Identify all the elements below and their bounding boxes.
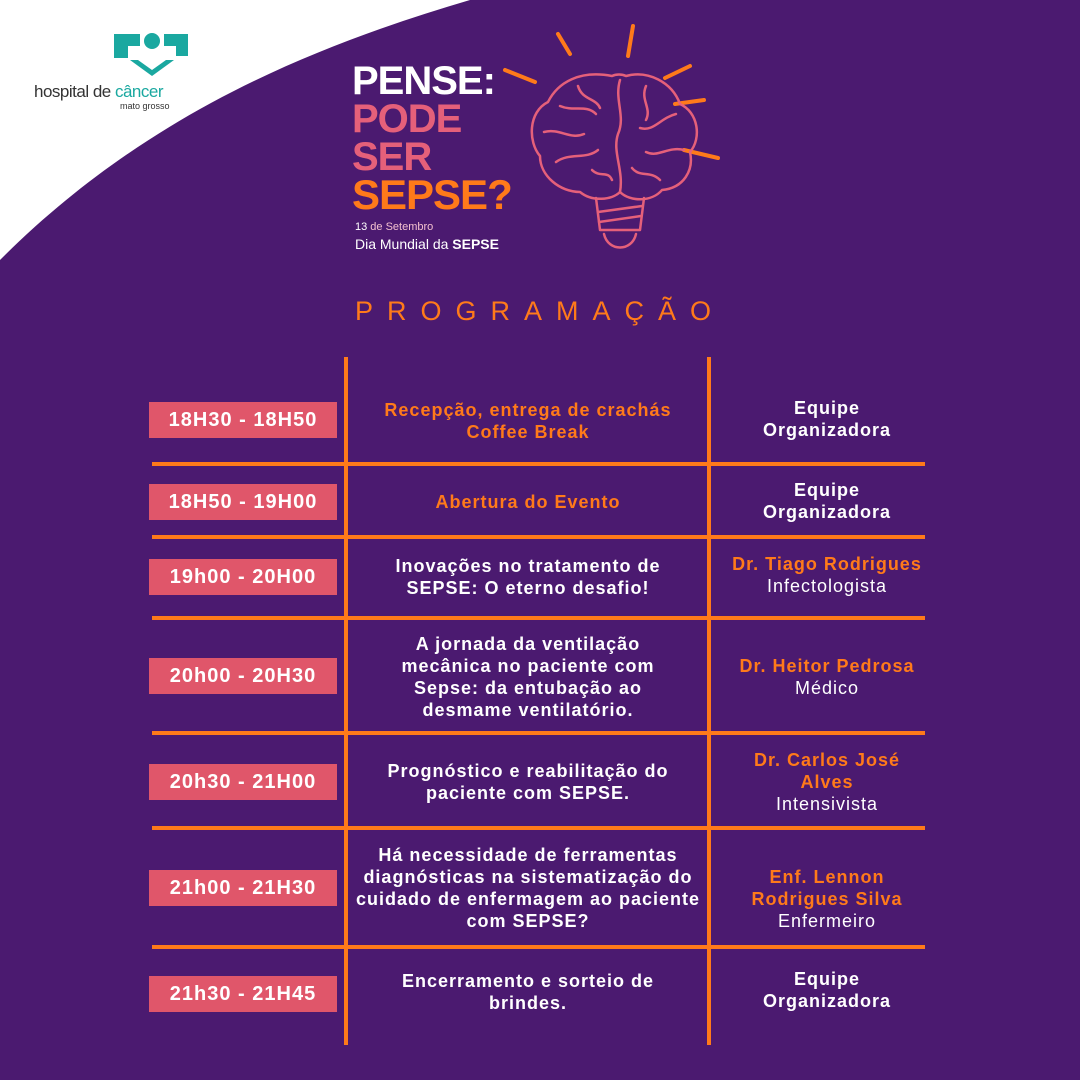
schedule-time: 18H30 - 18H50 xyxy=(149,402,337,438)
campaign-title xyxy=(352,59,512,218)
schedule-speaker xyxy=(714,655,940,699)
speaker-name: Equipe Organizadora xyxy=(762,969,892,1011)
speaker-role: Médico xyxy=(794,678,860,698)
schedule-speaker xyxy=(714,749,940,815)
schedule-topic: Inovações no tratamento de SEPSE: O eterno desafio! xyxy=(395,556,661,598)
schedule-speaker xyxy=(714,479,940,523)
schedule-speaker xyxy=(714,968,940,1012)
schedule-time: 20h30 - 21H00 xyxy=(149,764,337,800)
title-line-2: PODE xyxy=(352,97,462,141)
program-title: PROGRAMAÇÃO xyxy=(354,296,726,326)
schedule-time: 18H50 - 19H00 xyxy=(149,484,337,520)
speaker-name: Equipe Organizadora xyxy=(762,398,892,440)
hospital-logo xyxy=(30,30,200,110)
speaker-name: Equipe Organizadora xyxy=(762,480,892,522)
table-divider-vertical-2 xyxy=(707,357,711,1045)
speaker-role: Infectologista xyxy=(766,576,888,596)
schedule-time: 20h00 - 20H30 xyxy=(149,658,337,694)
logo-mark-icon xyxy=(112,32,192,82)
schedule-topic: Há necessidade de ferramentas diagnósticas na sistematização do cuidado de enfermagem ao paciente com SEPSE? xyxy=(355,845,701,931)
speaker-role: Enfermeiro xyxy=(777,911,877,931)
schedule-time: 21h30 - 21H45 xyxy=(149,976,337,1012)
speaker-name: Dr. Tiago Rodrigues xyxy=(732,554,922,574)
table-divider-horizontal xyxy=(152,731,925,735)
schedule-topic: Prognóstico e reabilitação do paciente com SEPSE. xyxy=(387,761,669,803)
schedule-topic: A jornada da ventilação mecânica no paciente com Sepse: da entubação ao desmame ventilatório. xyxy=(401,634,655,720)
schedule-speaker xyxy=(714,397,940,441)
speaker-role: Intensivista xyxy=(775,794,879,814)
table-divider-horizontal xyxy=(152,945,925,949)
title-line-3: SER xyxy=(352,135,432,179)
schedule-topic: Recepção, entrega de crachás Coffee Break xyxy=(384,400,672,442)
table-divider-horizontal xyxy=(152,826,925,830)
schedule-speaker xyxy=(714,553,940,597)
schedule-speaker xyxy=(714,866,940,932)
schedule-time: 21h00 - 21H30 xyxy=(149,870,337,906)
schedule-time: 19h00 - 20H00 xyxy=(149,559,337,595)
event-date: 13 de Setembro xyxy=(355,221,434,233)
event-name: Dia Mundial da SEPSE xyxy=(355,236,499,252)
table-divider-horizontal xyxy=(152,462,925,466)
speaker-name: Enf. Lennon Rodrigues Silva xyxy=(751,867,903,909)
schedule-topic: Encerramento e sorteio de brindes. xyxy=(401,971,655,1013)
speaker-name: Dr. Heitor Pedrosa xyxy=(739,656,915,676)
speaker-name: Dr. Carlos José Alves xyxy=(753,750,901,792)
logo-name: hospital de câncer xyxy=(34,82,163,101)
title-line-4: SEPSE? xyxy=(352,171,512,218)
brain-lightbulb-icon xyxy=(500,20,740,270)
schedule-topic: Abertura do Evento xyxy=(435,492,621,512)
table-divider-vertical-1 xyxy=(344,357,348,1045)
table-divider-horizontal xyxy=(152,616,925,620)
logo-subtitle: mato grosso xyxy=(120,101,170,111)
table-divider-horizontal xyxy=(152,535,925,539)
title-line-1: PENSE: xyxy=(352,59,495,103)
